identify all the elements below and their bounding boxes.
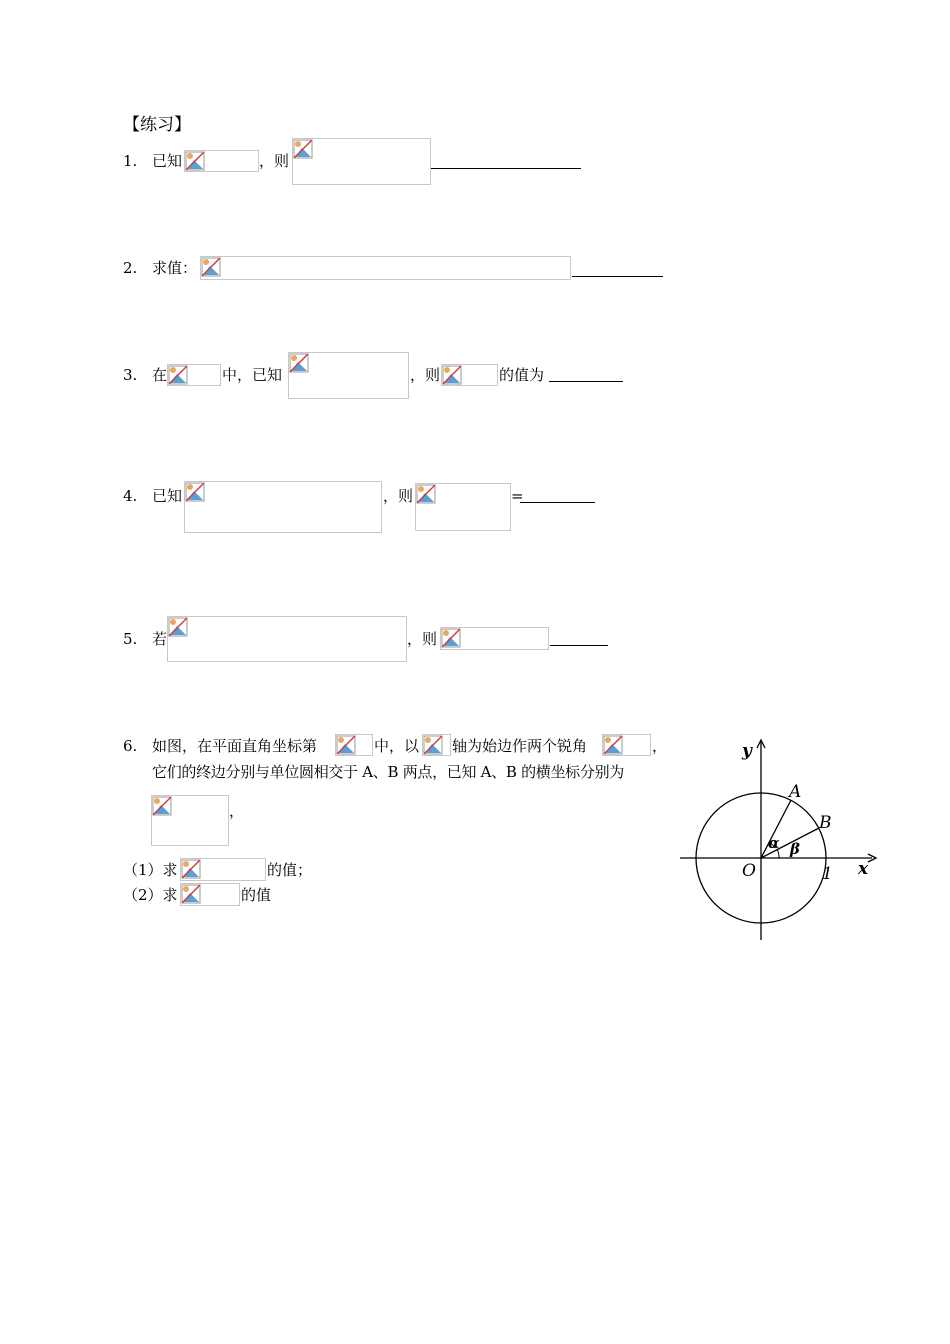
broken-image-icon <box>201 257 221 277</box>
x-axis-label: x <box>858 859 869 879</box>
q3-number: 3. <box>123 366 138 384</box>
broken-image-icon <box>423 735 443 755</box>
q3-text-mid1: 中，已知 <box>222 366 283 384</box>
q4-text-mid: ，则 <box>383 487 414 505</box>
section-heading: 【练习】 <box>123 115 191 135</box>
q5-number: 5. <box>123 630 138 648</box>
broken-image-icon <box>293 139 313 159</box>
q6-text-l1b: 中，以 <box>374 737 420 755</box>
one-label: 1 <box>822 864 833 884</box>
point-a-label: A <box>789 782 802 802</box>
q1-text-mid: ，则 <box>259 152 290 170</box>
broken-image-icon <box>185 482 205 502</box>
q6-formula-image-4 <box>151 795 229 846</box>
broken-image-icon <box>152 796 172 816</box>
q4-formula-image-2 <box>415 483 511 531</box>
q2-text-pre: 求值： <box>152 259 198 277</box>
point-b-label: B <box>819 813 832 833</box>
q4-number: 4. <box>123 487 138 505</box>
q1-text-pre: 已知 <box>152 152 183 170</box>
q6-number: 6. <box>123 737 138 755</box>
broken-image-icon <box>181 859 201 879</box>
q6-sub1-post: 的值； <box>267 861 313 879</box>
q3-formula-image-1 <box>167 364 221 386</box>
unit-circle-figure <box>672 730 882 942</box>
q6-formula-image-3 <box>602 734 651 756</box>
q1-number: 1. <box>123 152 138 170</box>
broken-image-icon <box>416 484 436 504</box>
q2-number: 2. <box>123 259 138 277</box>
q4-text-pre: 已知 <box>152 487 183 505</box>
q3-formula-image-3 <box>441 364 498 386</box>
y-axis-label: y <box>742 741 752 761</box>
q1-formula-image-2 <box>292 138 431 185</box>
broken-image-icon <box>289 353 309 373</box>
q1-formula-image-1 <box>184 150 259 172</box>
q3-formula-image-2 <box>288 352 409 399</box>
q6-sub1-formula-image <box>180 858 266 881</box>
broken-image-icon <box>185 151 205 171</box>
q5-text-mid: ，则 <box>407 630 438 648</box>
q6-sub2-post: 的值 <box>241 886 272 904</box>
q2-formula-image <box>200 256 571 280</box>
broken-image-icon <box>168 365 188 385</box>
q6-sub2-pre: （2）求 <box>123 886 178 904</box>
q6-sub1-pre: （1）求 <box>123 861 178 879</box>
q3-answer-blank <box>549 381 623 382</box>
q6-text-l1c: 轴为始边作两个锐角 <box>452 737 588 755</box>
broken-image-icon <box>441 628 461 648</box>
q5-formula-image-2 <box>440 627 549 650</box>
q3-text-mid2: ，则 <box>410 366 441 384</box>
origin-label: O <box>742 861 756 881</box>
broken-image-icon <box>442 365 462 385</box>
q1-answer-blank <box>431 168 581 169</box>
q6-text-l1d: ， <box>652 737 668 755</box>
broken-image-icon <box>603 735 623 755</box>
broken-image-icon <box>181 884 201 904</box>
q4-equals-sign: = <box>511 487 524 505</box>
broken-image-icon <box>336 735 356 755</box>
broken-image-icon <box>168 617 188 637</box>
beta-label: β <box>790 840 800 858</box>
q6-text-l1a: 如图，在平面直角坐标第 <box>152 737 318 755</box>
q4-answer-blank <box>520 502 595 503</box>
q3-text-pre: 在 <box>152 366 168 384</box>
q2-answer-blank <box>572 276 663 277</box>
q5-formula-image-1 <box>167 616 407 662</box>
q4-formula-image-1 <box>184 481 382 533</box>
q3-text-post: 的值为 <box>499 366 545 384</box>
q6-formula-image-1 <box>335 734 373 756</box>
q6-sub2-formula-image <box>180 883 240 906</box>
alpha-label: α <box>768 834 780 852</box>
q6-text-l3: ， <box>229 802 245 820</box>
q6-formula-image-2 <box>422 734 451 756</box>
q5-answer-blank <box>550 645 608 646</box>
q6-text-line2: 它们的终边分别与单位圆相交于 A、B 两点，已知 A、B 的横坐标分别为 <box>152 763 624 781</box>
q5-text-pre: 若 <box>152 630 168 648</box>
